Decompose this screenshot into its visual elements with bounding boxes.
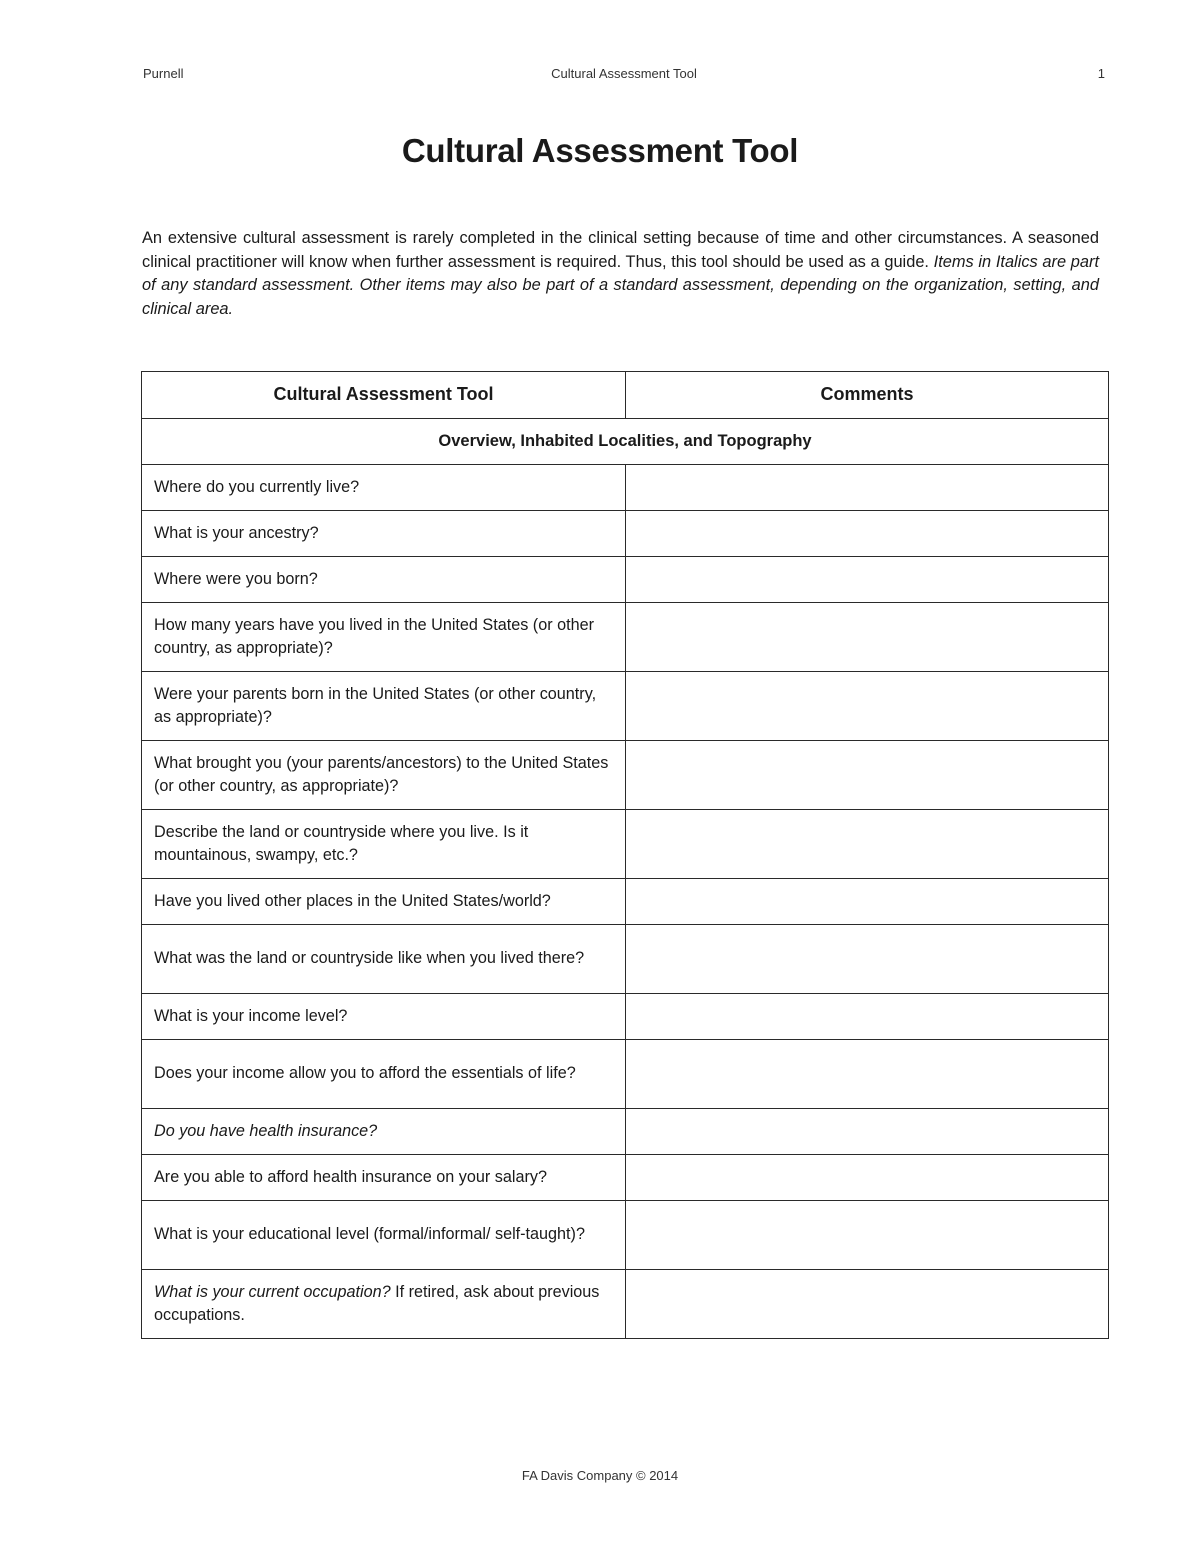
header-author: Purnell (143, 66, 184, 81)
intro-paragraph (142, 227, 1099, 321)
question-text: Have you lived other places in the United States/world? (154, 891, 551, 910)
comment-cell[interactable] (626, 1270, 1109, 1339)
question-cell (142, 1040, 626, 1109)
question-text: Does your income allow you to afford the essentials of life? (154, 1064, 576, 1083)
table-header-row (142, 372, 1109, 419)
question-text: What was the land or countryside like when you lived there? (154, 949, 585, 968)
table-row (142, 1109, 1109, 1155)
document-title: Cultural Assessment Tool (401, 132, 799, 169)
table-row (142, 557, 1109, 603)
question-text: Where do you currently live? (154, 477, 360, 496)
table-row (142, 672, 1109, 741)
comment-cell[interactable] (626, 1109, 1109, 1155)
page-footer: FA Davis Company © 2014 (521, 1468, 679, 1483)
question-text: How many years have you lived in the United States (or other country, as appropriate)? (154, 615, 594, 657)
question-cell (142, 1155, 626, 1201)
question-cell (142, 1201, 626, 1270)
comment-cell[interactable] (626, 925, 1109, 994)
question-cell (142, 1270, 626, 1339)
page-number: 1 (1097, 66, 1105, 81)
question-text: Describe the land or countryside where you live. Is it mountainous, swampy, etc.? (154, 822, 529, 864)
intro-italic-note: Items in Italics are part of any standard assessment. Other items may also be part of a standard assessment, depending on the organization, setting, and clinical area. (142, 252, 1100, 318)
question-italic: Do you have health insurance? (154, 1121, 378, 1140)
question-cell (142, 557, 626, 603)
question-cell (142, 994, 626, 1040)
question-text: If retired, ask about previous occupations. (154, 1282, 600, 1324)
table-row (142, 1155, 1109, 1201)
header-title: Cultural Assessment Tool (551, 66, 697, 81)
comment-cell[interactable] (626, 994, 1109, 1040)
question-text: Where were you born? (154, 569, 318, 588)
table-row (142, 810, 1109, 879)
comment-cell[interactable] (626, 557, 1109, 603)
table-row (142, 465, 1109, 511)
assessment-table (141, 371, 1109, 1339)
comment-cell[interactable] (626, 810, 1109, 879)
section-row (142, 419, 1109, 465)
table-row (142, 511, 1109, 557)
comment-cell[interactable] (626, 1201, 1109, 1270)
table-row (142, 925, 1109, 994)
question-cell (142, 1109, 626, 1155)
question-cell (142, 879, 626, 925)
question-text: Are you able to afford health insurance on your salary? (154, 1167, 547, 1186)
column-header-comments: Comments (626, 372, 1109, 419)
running-header (143, 66, 1105, 86)
table-row (142, 1270, 1109, 1339)
comment-cell[interactable] (626, 511, 1109, 557)
question-text: What brought you (your parents/ancestors) to the United States (or other country, as appropriate)? (154, 753, 609, 795)
question-cell (142, 810, 626, 879)
question-text: Were your parents born in the United States (or other country, as appropriate)? (154, 684, 597, 726)
question-cell (142, 511, 626, 557)
question-text: What is your ancestry? (154, 523, 319, 542)
question-cell (142, 925, 626, 994)
comment-cell[interactable] (626, 1155, 1109, 1201)
table-row (142, 741, 1109, 810)
table-row (142, 1201, 1109, 1270)
question-cell (142, 465, 626, 511)
comment-cell[interactable] (626, 603, 1109, 672)
comment-cell[interactable] (626, 1040, 1109, 1109)
table-row (142, 1040, 1109, 1109)
question-cell (142, 672, 626, 741)
section-title: Overview, Inhabited Localities, and Topography (142, 419, 1109, 465)
question-text: What is your educational level (formal/informal/ self-taught)? (154, 1225, 585, 1244)
question-cell (142, 741, 626, 810)
table-row (142, 994, 1109, 1040)
table-row (142, 879, 1109, 925)
comment-cell[interactable] (626, 741, 1109, 810)
comment-cell[interactable] (626, 879, 1109, 925)
comment-cell[interactable] (626, 672, 1109, 741)
column-header-tool: Cultural Assessment Tool (142, 372, 626, 419)
question-cell (142, 603, 626, 672)
question-text: What is your income level? (154, 1006, 348, 1025)
comment-cell[interactable] (626, 465, 1109, 511)
question-italic: What is your current occupation? (154, 1282, 391, 1301)
table-row (142, 603, 1109, 672)
intro-text: An extensive cultural assessment is rarely completed in the clinical setting because of time and other circumstances. A seasoned clinical practitioner will know when further assessment is required. Thus, this tool should be used as a guide. (142, 229, 1099, 271)
